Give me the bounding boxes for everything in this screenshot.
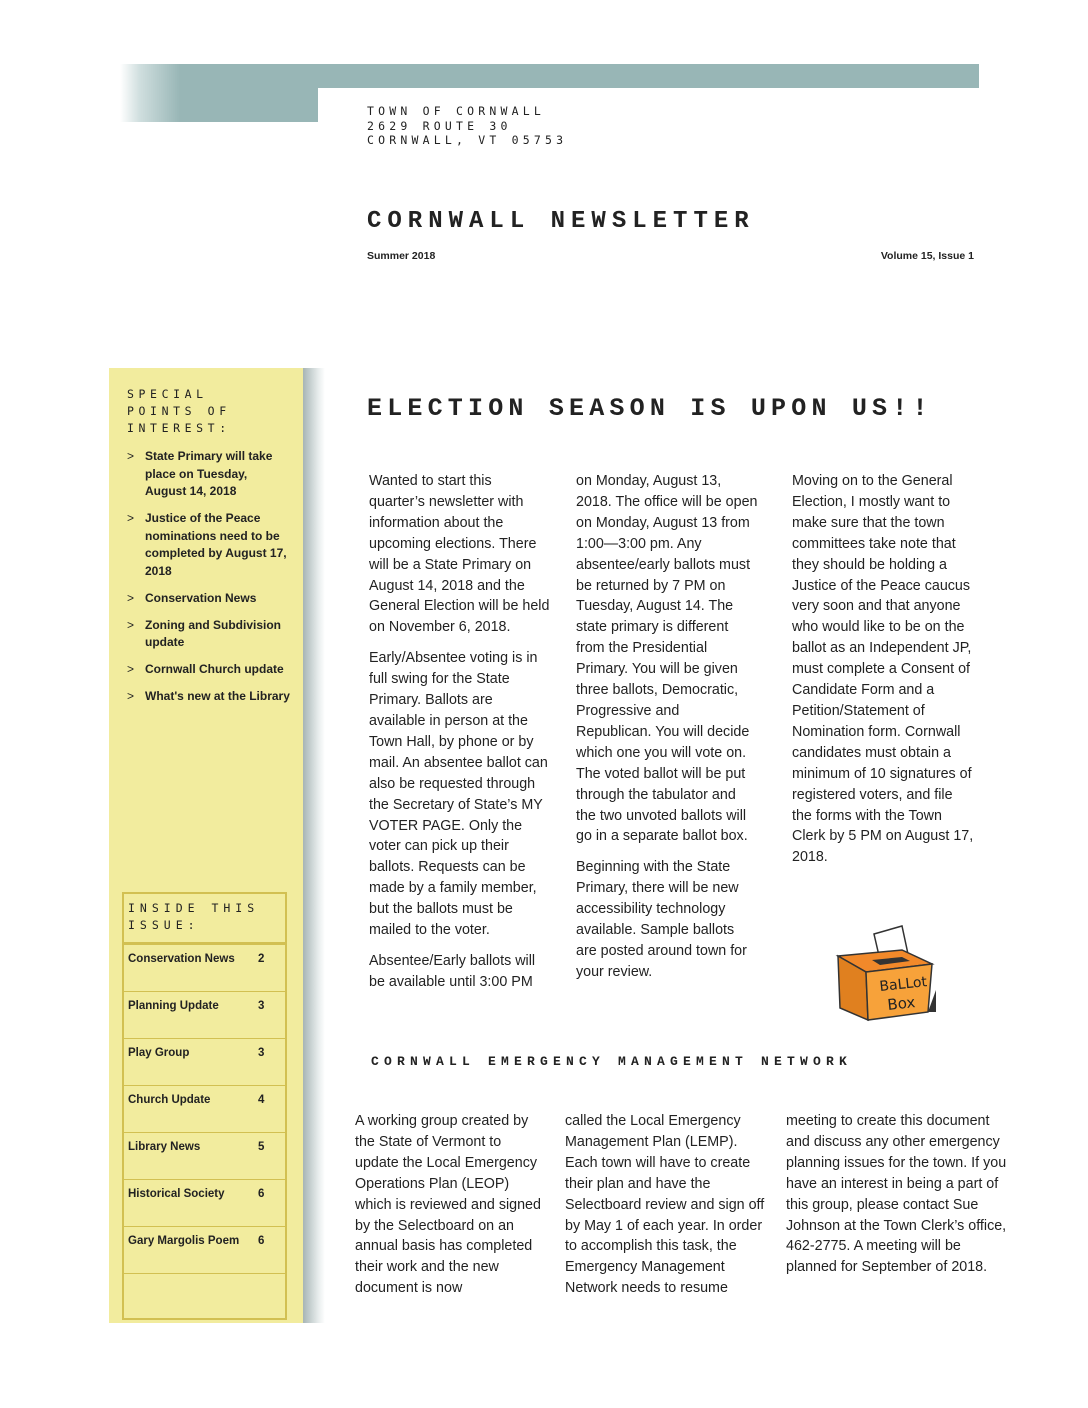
toc-title: Planning Update — [128, 1000, 219, 1012]
toc-page: 2 — [258, 953, 265, 965]
paragraph: meeting to create this document and discuss any other emergency planning issues for the town. If you have an interest in being a part of this group, please contact Sue Johnson at the Town Clerk’s office, 462-2775. A meeting will be planned for September of 2018. — [786, 1113, 1007, 1276]
paragraph: called the Local Emergency Management Plan (LEMP). Each town will have to create their plan and have the Selectboard review and sign off by May 1 of each year. In order to accomplish this task, the Emergency Management Network needs to resume — [565, 1113, 765, 1297]
toc-page: 3 — [258, 1000, 265, 1012]
toc-page: 6 — [258, 1235, 265, 1247]
special-point-text: Justice of the Peace nominations need to be completed by August 17, 2018 — [145, 511, 287, 578]
paragraph: Beginning with the State Primary, there will be new accessibility technology available. Sample ballots are posted around town for your review. — [576, 859, 747, 980]
toc-page: 4 — [258, 1094, 265, 1106]
paragraph: Absentee/Early ballots will be available until 3:00 PM — [369, 952, 536, 990]
special-point-text: Conservation News — [145, 590, 257, 605]
toc-title: Church Update — [128, 1094, 211, 1106]
header-band-corner — [318, 88, 340, 122]
town-address — [367, 104, 567, 148]
ballot-box-illustration — [832, 920, 942, 1025]
heading-line: INTEREST: — [127, 421, 231, 435]
toc-title: Conservation News — [128, 953, 235, 965]
toc-page: 3 — [258, 1047, 265, 1059]
election-column-3 — [792, 471, 974, 878]
special-point-text: Zoning and Subdivision update — [145, 617, 281, 649]
special-point-text: Cornwall Church update — [145, 662, 284, 676]
special-point-text: What's new at the Library — [145, 689, 290, 703]
inside-this-issue-heading — [128, 900, 259, 933]
toc-row[interactable] — [122, 945, 287, 992]
address-line: TOWN OF CORNWALL — [367, 104, 545, 118]
paragraph: Moving on to the General Election, I mostly want to make sure that the town committees take note that they should be holding a Justice of the Peace caucus very soon and that anyone who would like to be on the ballot as an Independent JP, must complete a Consent of Candidate Form and a Petition/Statement of Nomination form. Cornwall candidates must obtain a minimum of 10 signatures of registered voters, and file the forms with the Town Clerk by 5 PM on August 17, 2018. — [792, 473, 974, 866]
header-band — [120, 64, 979, 88]
emergency-column-2 — [565, 1111, 767, 1309]
election-column-1 — [369, 471, 551, 1003]
special-point — [125, 617, 290, 652]
header-band-left — [120, 88, 318, 122]
election-headline: ELECTION SEASON IS UPON US!! — [367, 394, 933, 423]
toc-row[interactable] — [122, 1133, 287, 1180]
chevron-right-icon: > — [127, 662, 135, 676]
paragraph: A working group created by the State of Vermont to update the Local Emergency Operations Plan (LEOP) which is reviewed and signed by the Selectboard on an annual basis has completed their work and the new document is now — [355, 1113, 541, 1297]
sidebar-shadow — [303, 368, 325, 1323]
toc-title: Play Group — [128, 1047, 190, 1059]
chevron-right-icon: > — [127, 449, 135, 463]
toc-row[interactable] — [122, 1039, 287, 1086]
newsletter-title: CORNWALL NEWSLETTER — [367, 208, 755, 235]
chevron-right-icon: > — [127, 590, 135, 605]
ballot-label: BaLLot — [878, 974, 928, 995]
address-line: 2629 ROUTE 30 — [367, 118, 512, 133]
heading-line: ISSUE: — [128, 917, 200, 932]
special-point-text: State Primary will take place on Tuesday, August 14, 2018 — [145, 449, 273, 498]
heading-line: INSIDE THIS — [128, 901, 260, 915]
emergency-column-3 — [786, 1111, 1008, 1288]
chevron-right-icon: > — [127, 617, 135, 632]
newsletter-volume: Volume 15, Issue 1 — [880, 250, 974, 262]
newsletter-season: Summer 2018 — [367, 250, 436, 262]
paragraph: Early/Absentee voting is in full swing for the State Primary. Ballots are available in person at the Town Hall, by phone or by mail. An absentee ballot can also be requested through the Secretary of State’s MY VOTER PAGE. Only the voter can pick up their ballots. Requests can be made by a family member, but the ballots must be mailed to the voter. — [369, 650, 548, 939]
paragraph: on Monday, August 13, 2018. The office will be open on Monday, August 13 from 1:00—3:00 pm. Any absentee/early ballots must be returned by 7 PM on Tuesday, August 14. The state primary is different from the Presidential Primary. You will be given three ballots, Democratic, Progressive and Republican. You will decide which one you will vote on. The voted ballot will be put through the tabulator and the two unvoted ballots will go in a separate ballot box. — [576, 473, 758, 845]
toc-row[interactable] — [122, 1180, 287, 1227]
toc-page: 6 — [258, 1188, 265, 1200]
heading-line: POINTS OF — [127, 404, 231, 418]
toc-title: Historical Society — [128, 1188, 225, 1200]
ballot-label: Box — [886, 993, 917, 1014]
chevron-right-icon: > — [127, 689, 135, 703]
emergency-headline: CORNWALL EMERGENCY MANAGEMENT NETWORK — [371, 1054, 853, 1069]
toc-row[interactable] — [122, 992, 287, 1039]
paragraph: Wanted to start this quarter’s newsletter with information about the upcoming elections. There will be a State Primary on August 14, 2018 and the General Election will be held on November 6, 2018. — [369, 473, 550, 636]
emergency-column-1 — [355, 1111, 543, 1309]
toc-title: Library News — [128, 1141, 201, 1153]
special-points-list — [125, 448, 290, 715]
special-point — [125, 688, 290, 706]
election-column-2 — [576, 471, 758, 993]
special-point — [125, 448, 290, 501]
special-points-heading — [127, 386, 231, 437]
toc-title: Gary Margolis Poem — [128, 1235, 240, 1247]
toc-row[interactable] — [122, 1086, 287, 1133]
toc-row[interactable] — [122, 1227, 287, 1274]
special-point — [125, 510, 290, 580]
heading-line: SPECIAL — [127, 387, 208, 401]
toc-page: 5 — [258, 1141, 265, 1153]
address-line: CORNWALL, VT 05753 — [367, 133, 568, 147]
special-point — [125, 661, 290, 679]
chevron-right-icon: > — [127, 511, 135, 525]
special-point — [125, 590, 290, 608]
